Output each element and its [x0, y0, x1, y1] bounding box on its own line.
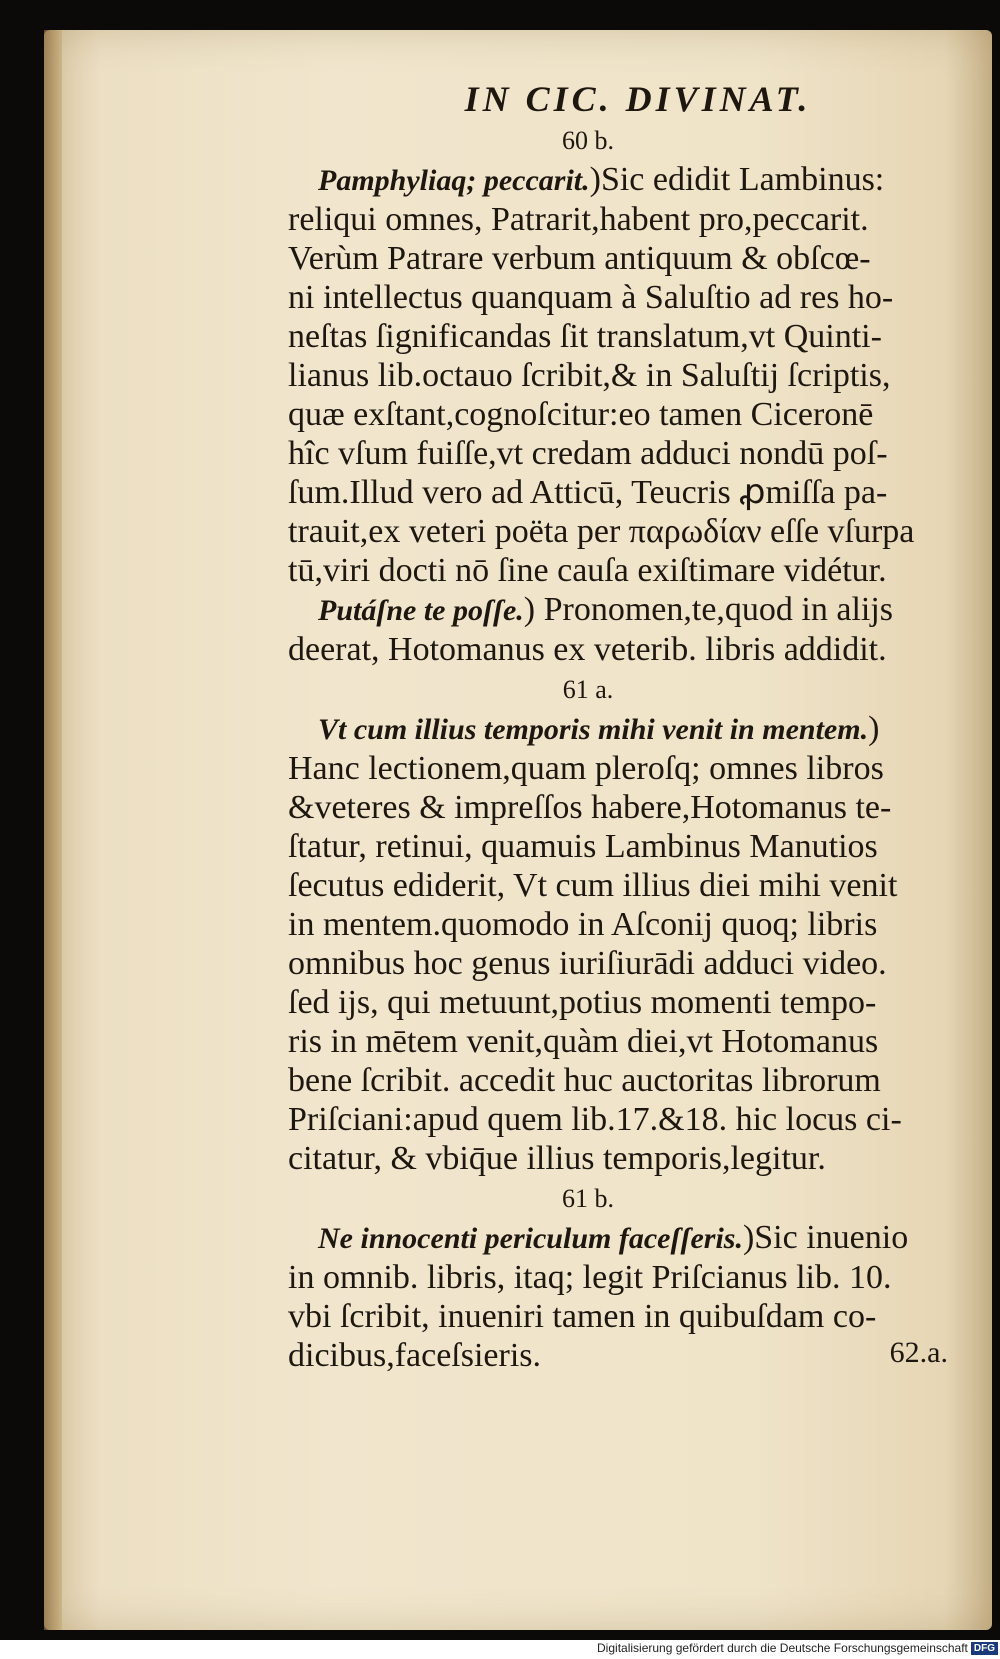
credit-text: Digitalisierung gefördert durch die Deutsche Forschungsgemeinschaft: [597, 1641, 968, 1655]
text-line: deerat, Hotomanus ex veterib. libris addidit.: [288, 631, 887, 668]
text-line: lianus lib.octauo ſcribit,& in Saluſtij ſcriptis,: [288, 357, 891, 394]
text-line: bene ſcribit. accedit huc auctoritas librorum: [288, 1062, 881, 1099]
lemma: Ne innocenti periculum faceſſeris.: [318, 1222, 743, 1255]
note-text: ): [868, 710, 880, 747]
text-line: neſtas ſignificandas ſit translatum,vt Quinti-: [288, 318, 882, 355]
text-line: ris in mētem venit,quàm diei,vt Hotomanus: [288, 1023, 879, 1060]
text-line: Verùm Patrare verbum antiquum & obſcœ-: [288, 240, 871, 277]
text-line: reliqui omnes, Patrarit,habent pro,peccarit.: [288, 201, 869, 238]
page-text: [288, 78, 948, 1374]
text-line: &veteres & impreſſos habere,Hotomanus te-: [288, 789, 892, 826]
text-line: ſecutus ediderit, Vt cum illius diei mihi venit: [288, 867, 898, 904]
folio-marker: 61 a.: [562, 675, 614, 704]
running-header: IN CIC. DIVINAT.: [464, 79, 812, 119]
note-text: ) Pronomen,te,quod in alijs: [523, 591, 894, 628]
note-first-line: [288, 590, 948, 630]
note-first-line: [288, 1218, 948, 1258]
text-line: ſtatur, retinui, quamuis Lambinus Manutios: [288, 828, 878, 865]
catchword: 62.a.: [889, 1336, 948, 1369]
lemma: Putáſne te poſſe.: [318, 594, 524, 627]
text-line: hîc vſum fuiſſe,vt credam adduci nondū poſ-: [288, 435, 888, 472]
note-first-line: [288, 709, 948, 749]
lemma: Pamphyliaq; peccarit.: [318, 164, 590, 197]
text-line: Priſciani:apud quem lib.17.&18. hic locus ci-: [288, 1101, 902, 1138]
commentary-note: [288, 709, 948, 1178]
folio-marker: 61 b.: [562, 1184, 614, 1213]
text-line: trauit,ex veteri poëta per παρωδίαν eſſe vſurpa: [288, 513, 915, 550]
commentary-sections: [288, 126, 948, 1375]
text-line: in omnib. libris, itaq; legit Priſcianus lib. 10.: [288, 1259, 892, 1296]
text-line: Hanc lectionem,quam pleroſq; omnes libros: [288, 750, 884, 787]
lemma: Vt cum illius temporis mihi venit in mentem.: [318, 713, 869, 746]
text-line: quæ exſtant,cognoſcitur:eo tamen Ciceronē: [288, 396, 874, 433]
digitization-credit: [597, 1641, 998, 1655]
text-line: omnibus hoc genus iuriſiurādi adduci video.: [288, 945, 887, 982]
page-binding-edge: [44, 30, 62, 1630]
text-line: tū,viri docti nō ſine cauſa exiſtimare vidétur.: [288, 552, 887, 589]
note-text: )Sic edidit Lambinus:: [589, 161, 885, 198]
text-line: citatur, & vbiq̄ue illius temporis,legitur.: [288, 1140, 826, 1177]
folio-marker: 60 b.: [562, 126, 614, 155]
text-line: ni intellectus quanquam à Saluſtio ad res ho-: [288, 279, 894, 316]
text-line: vbi ſcribit, inueniri tamen in quibuſdam co-: [288, 1298, 877, 1335]
dfg-logo: DFG: [971, 1642, 998, 1655]
text-line: ſum.Illud vero ad Atticū, Teucris ꝓmiſſa pa-: [288, 474, 888, 511]
commentary-note: [288, 160, 948, 590]
text-line: dicibus,faceſsieris.: [288, 1337, 542, 1374]
note-text: )Sic inuenio: [742, 1219, 909, 1256]
text-line: ſed ijs, qui metuunt,potius momenti tempo-: [288, 984, 877, 1021]
commentary-note: [288, 590, 948, 669]
note-first-line: [288, 160, 948, 200]
text-line: in mentem.quomodo in Aſconij quoq; libris: [288, 906, 878, 943]
